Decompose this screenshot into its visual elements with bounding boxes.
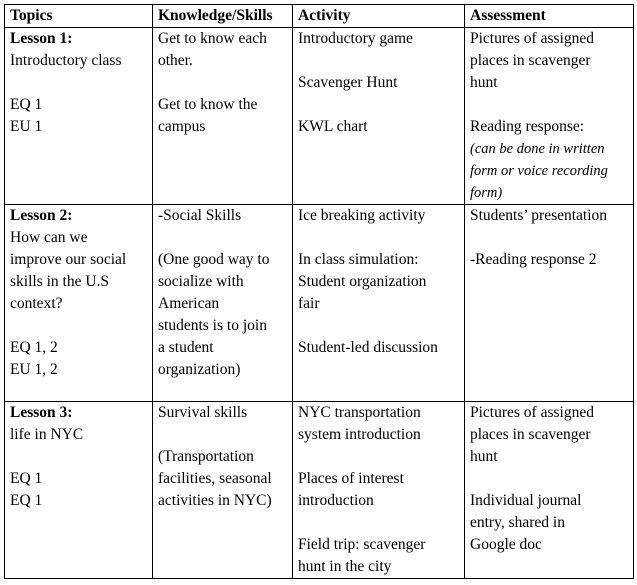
activity-line: Student-led discussion bbox=[298, 339, 438, 356]
activity-line: NYC transportation bbox=[298, 404, 421, 421]
enduring-understanding: EQ 1 bbox=[10, 492, 43, 509]
assessment-line: -Reading response 2 bbox=[470, 251, 597, 268]
lesson-plan-table bbox=[4, 4, 634, 579]
assessment-line: places in scavenger bbox=[470, 426, 591, 443]
assessment-line: Pictures of assigned bbox=[470, 30, 594, 47]
knowledge-line: -Social Skills bbox=[158, 207, 242, 224]
activity-line: system introduction bbox=[298, 426, 421, 443]
assessment-line: hunt bbox=[470, 74, 498, 91]
enduring-understanding: EU 1, 2 bbox=[10, 361, 58, 378]
header-row bbox=[5, 5, 634, 28]
activity-line: In class simulation: bbox=[298, 251, 419, 268]
essential-question: EQ 1, 2 bbox=[10, 339, 58, 356]
assessment-line: Reading response: bbox=[470, 118, 585, 135]
activity-line: Field trip: scavenger bbox=[298, 536, 426, 553]
assessment-cell bbox=[465, 28, 634, 205]
table-row bbox=[5, 205, 634, 402]
knowledge-line: American bbox=[158, 295, 220, 312]
activity-line: KWL chart bbox=[298, 118, 368, 135]
assessment-line: Google doc bbox=[470, 536, 542, 553]
activity-line: Places of interest bbox=[298, 470, 404, 487]
activity-cell bbox=[293, 28, 465, 205]
knowledge-cell bbox=[153, 402, 293, 579]
knowledge-line: Get to know each bbox=[158, 30, 267, 47]
lesson-title: How can we bbox=[10, 229, 88, 246]
assessment-line: hunt bbox=[470, 448, 498, 465]
topics-cell bbox=[5, 28, 153, 205]
activity-line: hunt in the city bbox=[298, 558, 392, 575]
assessment-cell bbox=[465, 402, 634, 579]
knowledge-line: a student bbox=[158, 339, 214, 356]
header-knowledge-skills: Knowledge/Skills bbox=[153, 5, 293, 28]
enduring-understanding: EU 1 bbox=[10, 118, 43, 135]
activity-line: Introductory game bbox=[298, 30, 413, 47]
knowledge-line: socialize with bbox=[158, 273, 244, 290]
essential-question: EQ 1 bbox=[10, 470, 43, 487]
knowledge-line: facilities, seasonal bbox=[158, 470, 272, 487]
lesson-heading: Lesson 1: bbox=[10, 30, 73, 47]
knowledge-line: other. bbox=[158, 52, 193, 69]
knowledge-cell bbox=[153, 205, 293, 402]
lesson-title: Introductory class bbox=[10, 52, 122, 69]
knowledge-line: (Transportation bbox=[158, 448, 254, 465]
knowledge-line: organization) bbox=[158, 361, 241, 378]
activity-line: fair bbox=[298, 295, 320, 312]
knowledge-line: students is to join bbox=[158, 317, 267, 334]
lesson-title: context? bbox=[10, 295, 63, 312]
topics-cell bbox=[5, 205, 153, 402]
knowledge-cell bbox=[153, 28, 293, 205]
assessment-line: Students’ presentation bbox=[470, 207, 608, 224]
header-assessment: Assessment bbox=[465, 5, 634, 28]
activity-line: Student organization bbox=[298, 273, 427, 290]
activity-line: introduction bbox=[298, 492, 374, 509]
assessment-line: entry, shared in bbox=[470, 514, 565, 531]
activity-line: Ice breaking activity bbox=[298, 207, 426, 224]
assessment-line: Pictures of assigned bbox=[470, 404, 594, 421]
assessment-note: form) bbox=[470, 185, 503, 201]
assessment-line: Individual journal bbox=[470, 492, 582, 509]
lesson-title: improve our social bbox=[10, 251, 127, 268]
knowledge-line: activities in NYC) bbox=[158, 492, 272, 509]
knowledge-line: campus bbox=[158, 118, 206, 135]
header-topics: Topics bbox=[5, 5, 153, 28]
assessment-note: form or voice recording bbox=[470, 163, 608, 179]
essential-question: EQ 1 bbox=[10, 96, 43, 113]
topics-cell bbox=[5, 402, 153, 579]
activity-cell bbox=[293, 205, 465, 402]
activity-line: Scavenger Hunt bbox=[298, 74, 398, 91]
table-row bbox=[5, 28, 634, 205]
assessment-note: (can be done in written bbox=[470, 141, 605, 157]
lesson-title: life in NYC bbox=[10, 426, 84, 443]
knowledge-line: Survival skills bbox=[158, 404, 248, 421]
knowledge-line: Get to know the bbox=[158, 96, 258, 113]
assessment-line: places in scavenger bbox=[470, 52, 591, 69]
assessment-cell bbox=[465, 205, 634, 402]
lesson-heading: Lesson 3: bbox=[10, 404, 73, 421]
lesson-title: skills in the U.S bbox=[10, 273, 110, 290]
table-row bbox=[5, 402, 634, 579]
activity-cell bbox=[293, 402, 465, 579]
lesson-heading: Lesson 2: bbox=[10, 207, 73, 224]
header-activity: Activity bbox=[293, 5, 465, 28]
knowledge-line: (One good way to bbox=[158, 251, 270, 268]
